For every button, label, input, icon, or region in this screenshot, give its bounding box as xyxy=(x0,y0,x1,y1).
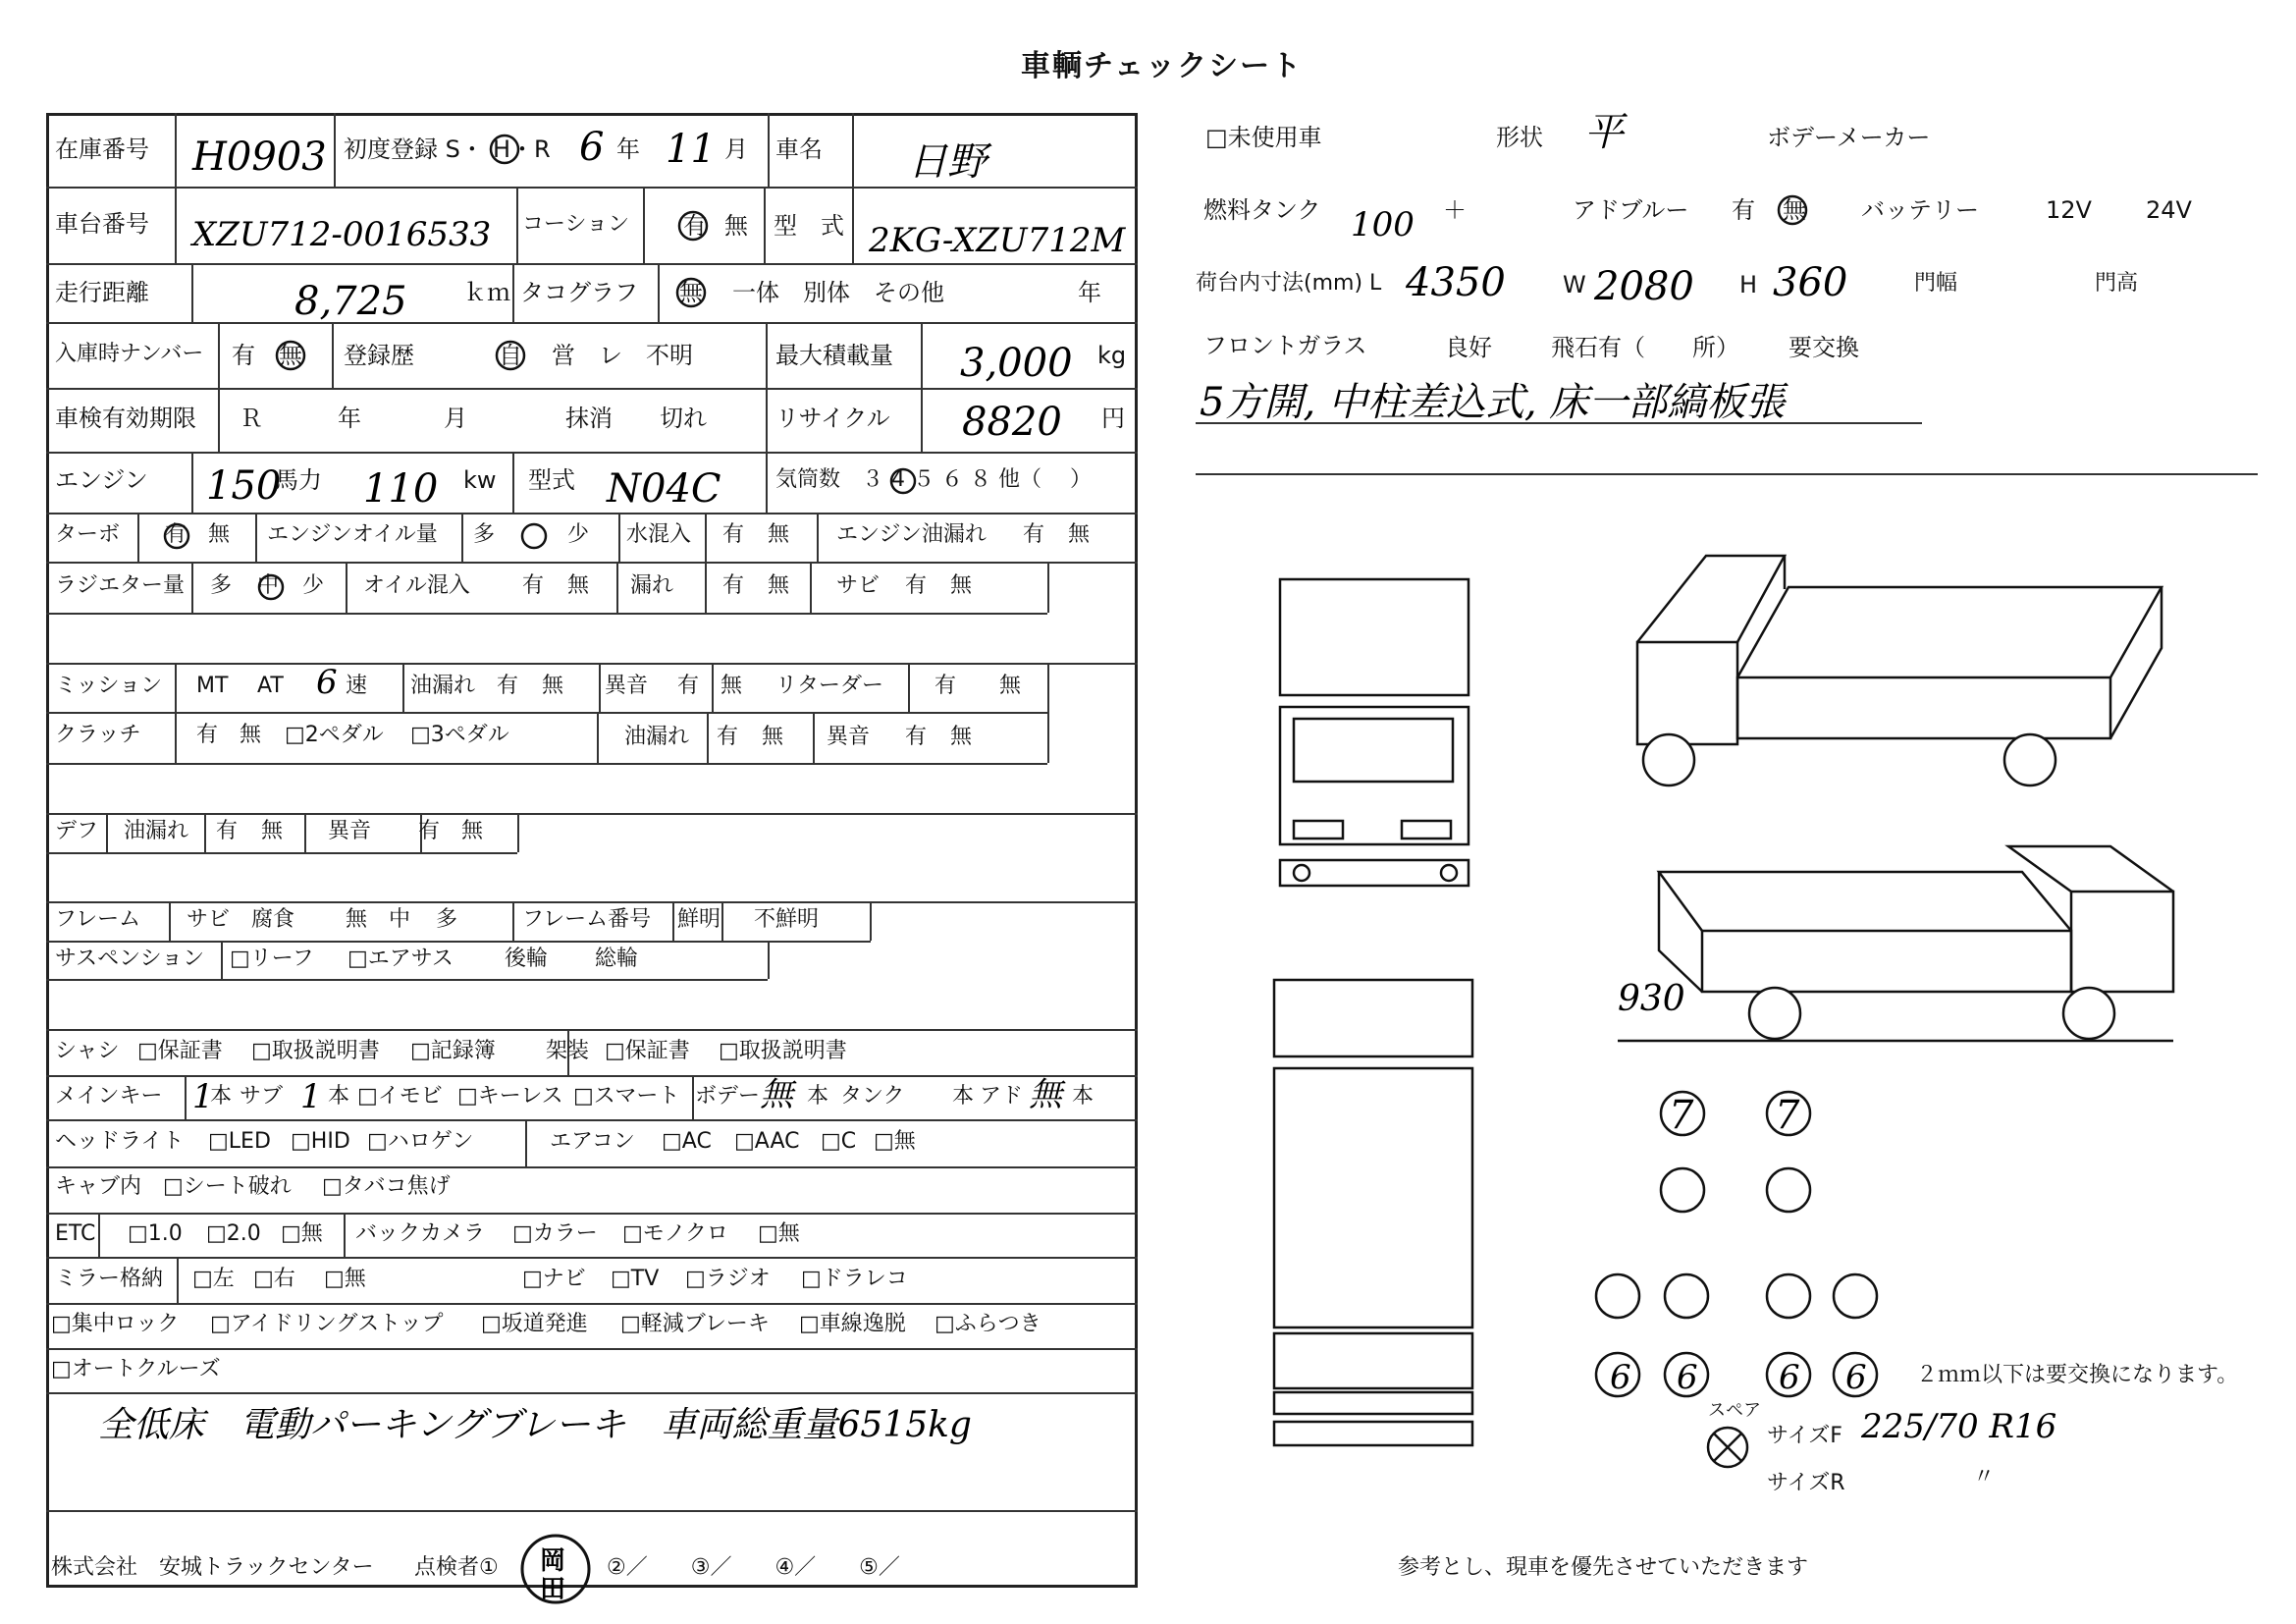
plus-sign: ＋ xyxy=(1443,196,1467,224)
clutch-noise-no: 無 xyxy=(950,725,973,749)
cab-cig-burn: □タバコ焦げ xyxy=(322,1174,451,1199)
fuel-tank-value: 100 xyxy=(1351,205,1415,244)
body-maker-label: ボデーメーカー xyxy=(1767,124,1931,151)
recycle-value: 8820 xyxy=(962,400,1062,445)
clutch-noise-yes: 有 xyxy=(905,725,928,749)
engine-hp-value: 150 xyxy=(206,463,282,509)
drarec: □ドラレコ xyxy=(801,1267,908,1291)
frame-rust: サビ 腐食 xyxy=(187,907,295,932)
body-key-unit: 本 xyxy=(807,1084,829,1109)
mission-speed-label: 速 xyxy=(346,674,368,698)
chassis-warranty: □保証書 xyxy=(137,1039,223,1063)
intake-plate-yes: 有 xyxy=(232,342,255,369)
page-title: 車輌チェックシート xyxy=(1021,49,1304,83)
registration-options: 営 レ 不明 xyxy=(552,342,693,369)
frame-more: 多 xyxy=(436,907,458,932)
frame-no-unclear: 不鮮明 xyxy=(754,907,820,932)
mission-noise-no: 無 xyxy=(721,674,743,698)
clutch-2pedal: □2ペダル xyxy=(285,723,384,747)
water-yes: 有 xyxy=(722,522,745,547)
inspector-seal-text: 岡田 xyxy=(539,1546,565,1604)
shape-value: 平 xyxy=(1584,110,1624,155)
clutch-label: クラッチ xyxy=(55,723,141,747)
inspection-r: Ｒ xyxy=(240,405,263,432)
idling-stop: □アイドリングストップ xyxy=(210,1312,444,1336)
stock-no-label: 在庫番号 xyxy=(55,135,149,163)
tire-front-left xyxy=(1661,1092,1704,1138)
aircon-label: エアコン xyxy=(550,1129,635,1154)
clutch-oil-leak-yes: 有 xyxy=(717,725,739,749)
recycle-label: リサイクル xyxy=(775,405,890,432)
tacho-year: 年 xyxy=(1078,279,1101,306)
mirror-label: ミラー格納 xyxy=(55,1267,164,1291)
central-lock: □集中ロック xyxy=(51,1312,180,1336)
tread-rear-3: 6 xyxy=(1779,1358,1800,1397)
aircon-none: □無 xyxy=(874,1129,916,1154)
rust-no: 無 xyxy=(950,573,973,598)
susp-rear: 後輪 xyxy=(505,947,549,971)
truck-side-bed xyxy=(1737,677,2110,738)
adblue-key-unit: 本 xyxy=(1072,1084,1095,1109)
bed-w-label: W xyxy=(1563,271,1586,298)
auto-cruise: □オートクルーズ xyxy=(51,1357,221,1381)
back-cam-color: □カラー xyxy=(512,1221,598,1246)
body-key-value: 無 xyxy=(760,1075,793,1114)
gate-height-label: 門高 xyxy=(2095,271,2139,296)
replace-label: 要交換 xyxy=(1789,334,1859,361)
yen-unit: 円 xyxy=(1101,405,1125,432)
tread-rear-2: 6 xyxy=(1677,1358,1698,1397)
clutch-no: 無 xyxy=(240,723,262,747)
water-no: 無 xyxy=(768,522,790,547)
battery-label: バッテリー xyxy=(1861,196,1979,224)
engine-label: エンジン xyxy=(55,466,148,494)
truck-front-body xyxy=(1280,707,1468,844)
oil-less: 少 xyxy=(567,522,590,547)
tank-key-unit: 本 xyxy=(952,1084,975,1109)
adblue-yes: 有 xyxy=(1732,196,1755,224)
oil-mix-yes: 有 xyxy=(522,573,545,598)
diff-oil-leak-no: 無 xyxy=(261,819,284,843)
size-f-value: 225/70 R16 xyxy=(1861,1407,2057,1446)
radiator-mid: 中 xyxy=(257,573,280,598)
mission-mt: MT xyxy=(196,674,229,698)
mileage-label: 走行距離 xyxy=(55,279,149,306)
diff-label: デフ xyxy=(55,819,99,843)
inspection-label: 車検有効期限 xyxy=(55,405,196,432)
hp-label: 馬力 xyxy=(275,466,322,494)
mission-oil-leak-no: 無 xyxy=(542,674,564,698)
battery-24v: 24V xyxy=(2146,196,2192,224)
stock-no-value: H0903 xyxy=(192,135,327,180)
radiator-label: ラジエター量 xyxy=(55,573,186,598)
truck-rear-body xyxy=(1274,1068,1472,1327)
tacho-label: タコグラフ xyxy=(520,279,638,306)
stone-chip-label: 飛石有（ 所） xyxy=(1551,334,1739,361)
inspection-month: 月 xyxy=(444,405,467,432)
first-reg-month-value: 11 xyxy=(666,127,716,172)
mileage-value: 8,725 xyxy=(294,279,407,324)
inspector-others: ②／ ③／ ④／ ⑤／ xyxy=(607,1555,900,1580)
oil-more: 多 xyxy=(473,522,496,547)
cab-label: キャブ内 xyxy=(55,1174,142,1199)
remarks-value: 全低床 電動パーキングブレーキ 車両総重量6515kg xyxy=(98,1405,972,1445)
cab-seat-tear: □シート破れ xyxy=(163,1174,292,1199)
coating-yes: 有 xyxy=(683,212,707,240)
etc-1-0: □1.0 xyxy=(128,1221,183,1246)
rust-yes: 有 xyxy=(905,573,928,598)
adblue-no: 無 xyxy=(1783,196,1806,224)
clutch-oil-leak-no: 無 xyxy=(762,725,784,749)
aircon-c: □C xyxy=(821,1129,857,1154)
era-heisei-mark: H xyxy=(493,135,511,163)
coating-no: 無 xyxy=(724,212,748,240)
engine-model-value: N04C xyxy=(607,466,721,512)
tank-key-label: タンク xyxy=(840,1084,905,1109)
truck-rear-bed xyxy=(1702,931,2071,992)
oil-mix-label: オイル混入 xyxy=(363,573,470,598)
engine-oil-leak-yes: 有 xyxy=(1023,522,1045,547)
truck-rear-cab xyxy=(2071,892,2173,992)
frame-none: 無 xyxy=(346,907,368,932)
windshield-good: 良好 xyxy=(1445,334,1492,361)
wobble: □ふらつき xyxy=(934,1312,1041,1336)
car-name-value: 日野 xyxy=(908,139,987,185)
headlight-hid: □HID xyxy=(291,1129,350,1154)
chassis-no-value: XZU712-0016533 xyxy=(192,215,492,254)
battery-12v: 12V xyxy=(2046,196,2092,224)
mirror-left: □左 xyxy=(192,1267,235,1291)
mission-noise-yes: 有 xyxy=(677,674,700,698)
engine-model-label: 型式 xyxy=(528,466,575,494)
diff-oil-leak-yes: 有 xyxy=(216,819,239,843)
tread-rear-4: 6 xyxy=(1845,1358,1867,1397)
chassis-record: □記録簿 xyxy=(410,1039,496,1063)
retarder-label: リターダー xyxy=(775,674,884,698)
water-label: 水混入 xyxy=(626,522,692,547)
diff-noise-label: 異音 xyxy=(328,819,372,843)
truck-front-grille xyxy=(1294,719,1453,782)
month-label: 月 xyxy=(724,135,748,163)
inspector-label: 点検者① xyxy=(414,1555,499,1580)
engine-kw-value: 110 xyxy=(363,466,439,512)
main-key-label: メインキー xyxy=(55,1084,163,1109)
turbo-yes: 有 xyxy=(165,522,187,547)
diff-oil-leak-label: 油漏れ xyxy=(124,819,189,843)
year-label: 年 xyxy=(616,135,640,163)
aux-brake: □軽減ブレーキ xyxy=(620,1312,770,1336)
tread-front-left: 7 xyxy=(1669,1093,1694,1138)
unused-label: □未使用車 xyxy=(1205,124,1322,151)
mission-speed-value: 6 xyxy=(316,663,338,702)
body-manual: □取扱説明書 xyxy=(719,1039,847,1063)
smart: □スマート xyxy=(573,1084,680,1109)
lane-depart: □車線逸脱 xyxy=(799,1312,906,1336)
diff-noise-yes: 有 xyxy=(418,819,441,843)
engine-oil-leak-label: エンジン油漏れ xyxy=(836,522,987,547)
clutch-yes: 有 xyxy=(196,723,219,747)
fuel-tank-label: 燃料タンク xyxy=(1203,196,1321,224)
radiator-more: 多 xyxy=(210,573,233,598)
aircon-aac: □AAC xyxy=(734,1129,800,1154)
model-label: 型 式 xyxy=(774,212,844,240)
truck-side-cab xyxy=(1637,642,1737,744)
tacho-none-mark: 無 xyxy=(679,279,703,306)
turbo-no: 無 xyxy=(208,522,231,547)
etc-none: □無 xyxy=(281,1221,323,1246)
diff-noise-no: 無 xyxy=(461,819,484,843)
bed-l-value: 4350 xyxy=(1406,260,1506,305)
bed-h-label: H xyxy=(1739,271,1758,298)
tv: □TV xyxy=(611,1267,660,1291)
leak-label: 漏れ xyxy=(630,573,674,598)
model-value: 2KG-XZU712M xyxy=(869,221,1126,260)
retarder-yes: 有 xyxy=(934,674,957,698)
sub-key-unit: 本 xyxy=(328,1084,350,1109)
clutch-noise-label: 異音 xyxy=(827,725,871,749)
headlight-label: ヘッドライト xyxy=(55,1129,185,1154)
spare-label: スペア xyxy=(1708,1400,1761,1421)
headlight-led: □LED xyxy=(208,1129,271,1154)
bed-w-value: 2080 xyxy=(1594,264,1694,309)
etc-label: ETC xyxy=(55,1221,96,1246)
kg-unit: kg xyxy=(1097,342,1127,369)
inspection-year: 年 xyxy=(338,405,361,432)
main-key-unit: 本 xyxy=(210,1084,233,1109)
oil-mix-no: 無 xyxy=(567,573,590,598)
company-name: 株式会社 安城トラックセンター xyxy=(51,1555,374,1580)
mission-noise-label: 異音 xyxy=(605,674,649,698)
oil-amount-label: エンジンオイル量 xyxy=(267,522,438,547)
chassis-manual: □取扱説明書 xyxy=(251,1039,380,1063)
body-equip-label: 架装 xyxy=(546,1039,590,1063)
frame-mid: 中 xyxy=(389,907,411,932)
hill-start: □坂道発進 xyxy=(481,1312,588,1336)
leak-yes: 有 xyxy=(722,573,745,598)
back-cam-mono: □モノクロ xyxy=(622,1221,728,1246)
windshield-label: フロントガラス xyxy=(1203,332,1367,359)
tire-front-right xyxy=(1767,1092,1810,1138)
cylinders-mark: 4 xyxy=(891,467,905,492)
mirror-none: □無 xyxy=(324,1267,366,1291)
rust-label: サビ xyxy=(836,573,881,598)
chassis-no-label: 車台番号 xyxy=(55,210,149,238)
headlight-halogen: □ハロゲン xyxy=(367,1129,474,1154)
kw-label: kw xyxy=(463,466,497,494)
adblue-label: アドブルー xyxy=(1573,196,1689,224)
inspection-options: 抹消 切れ xyxy=(565,405,707,432)
radiator-less: 少 xyxy=(302,573,325,598)
km-unit: ｋｍ xyxy=(463,279,510,306)
max-load-value: 3,000 xyxy=(960,341,1073,386)
mirror-right: □右 xyxy=(253,1267,295,1291)
frame-no-label: フレーム番号 xyxy=(522,907,652,932)
retarder-no: 無 xyxy=(999,674,1022,698)
suspension-label: サスペンション xyxy=(55,947,205,971)
immobilizer: □イモビ xyxy=(357,1084,443,1109)
intake-plate-no: 無 xyxy=(279,342,302,369)
susp-leaf: □リーフ xyxy=(230,947,314,971)
size-r-value: 〃 xyxy=(1973,1465,1996,1489)
body-warranty: □保証書 xyxy=(605,1039,690,1063)
leak-no: 無 xyxy=(768,573,790,598)
truck-front-window xyxy=(1280,579,1468,695)
engine-oil-leak-no: 無 xyxy=(1068,522,1091,547)
tacho-options: 一体 別体 その他 xyxy=(732,279,944,306)
first-reg-label: 初度登録 S・ xyxy=(344,135,484,163)
mission-at: AT xyxy=(257,674,284,698)
era-reiwa: ・R xyxy=(510,135,551,163)
shape-label: 形状 xyxy=(1496,124,1543,151)
registration-label: 登録歴 xyxy=(344,342,414,369)
turbo-label: ターボ xyxy=(55,522,121,547)
back-cam-none: □無 xyxy=(758,1221,800,1246)
tread-rear-1: 6 xyxy=(1610,1358,1631,1397)
gate-width-label: 門幅 xyxy=(1914,271,1958,296)
etc-2-0: □2.0 xyxy=(206,1221,261,1246)
adblue-key-label: アド xyxy=(980,1084,1024,1109)
first-reg-year-value: 6 xyxy=(579,125,605,170)
size-r-label: サイズR xyxy=(1767,1471,1845,1495)
adblue-key-value: 無 xyxy=(1029,1075,1062,1114)
cylinders-label: 気筒数 ３ xyxy=(775,467,884,492)
cylinders-rest: ５ ６ ８ 他（ ） xyxy=(913,467,1092,492)
frame-label: フレーム xyxy=(55,907,141,932)
clutch-oil-leak-label: 油漏れ xyxy=(624,725,690,749)
frame-no-clear: 鮮明 xyxy=(677,907,721,932)
sub-key-value: 1 xyxy=(300,1077,322,1116)
main-key-value: 1 xyxy=(192,1077,214,1116)
mission-label: ミッション xyxy=(55,674,163,698)
tire-note: ２ｍｍ以下は要交換になります。 xyxy=(1916,1363,2239,1387)
intake-plate-label: 入庫時ナンバー xyxy=(55,342,204,366)
tire-rear-1 xyxy=(1596,1353,1639,1396)
mission-oil-leak-yes: 有 xyxy=(497,674,519,698)
footer-note: 参考とし、現車を優先させていただきます xyxy=(1398,1555,1809,1580)
bed-h-value: 360 xyxy=(1773,260,1848,305)
susp-all: 総輪 xyxy=(595,947,639,971)
keyless: □キーレス xyxy=(457,1084,563,1109)
rear-overhang-value: 930 xyxy=(1618,979,1685,1019)
car-name-label: 車名 xyxy=(775,135,823,163)
size-f-label: サイズF xyxy=(1767,1424,1842,1448)
clutch-3pedal: □3ペダル xyxy=(410,723,509,747)
mission-oil-leak-label: 油漏れ xyxy=(410,674,476,698)
sub-key-label: サブ xyxy=(240,1084,284,1109)
inspector-seal xyxy=(522,1536,589,1602)
radio: □ラジオ xyxy=(685,1267,771,1291)
coating-label: コーション xyxy=(522,212,630,237)
max-load-label: 最大積載量 xyxy=(775,342,893,369)
body-key-label: ボデー xyxy=(695,1084,761,1109)
navi: □ナビ xyxy=(522,1267,586,1291)
back-cam-label: バックカメラ xyxy=(355,1221,486,1246)
tread-front-right: 7 xyxy=(1775,1093,1800,1138)
aircon-ac: □AC xyxy=(662,1129,712,1154)
truck-rear-window xyxy=(1274,980,1472,1056)
susp-air: □エアサス xyxy=(347,947,454,971)
chassis-label: シャシ xyxy=(55,1039,120,1063)
bed-dim-label: 荷台内寸法(mm) L xyxy=(1196,271,1382,296)
bed-note-value: 5方開, 中柱差込式, 床一部縞板張 xyxy=(1200,380,1786,425)
registration-self: 自 xyxy=(499,342,522,369)
